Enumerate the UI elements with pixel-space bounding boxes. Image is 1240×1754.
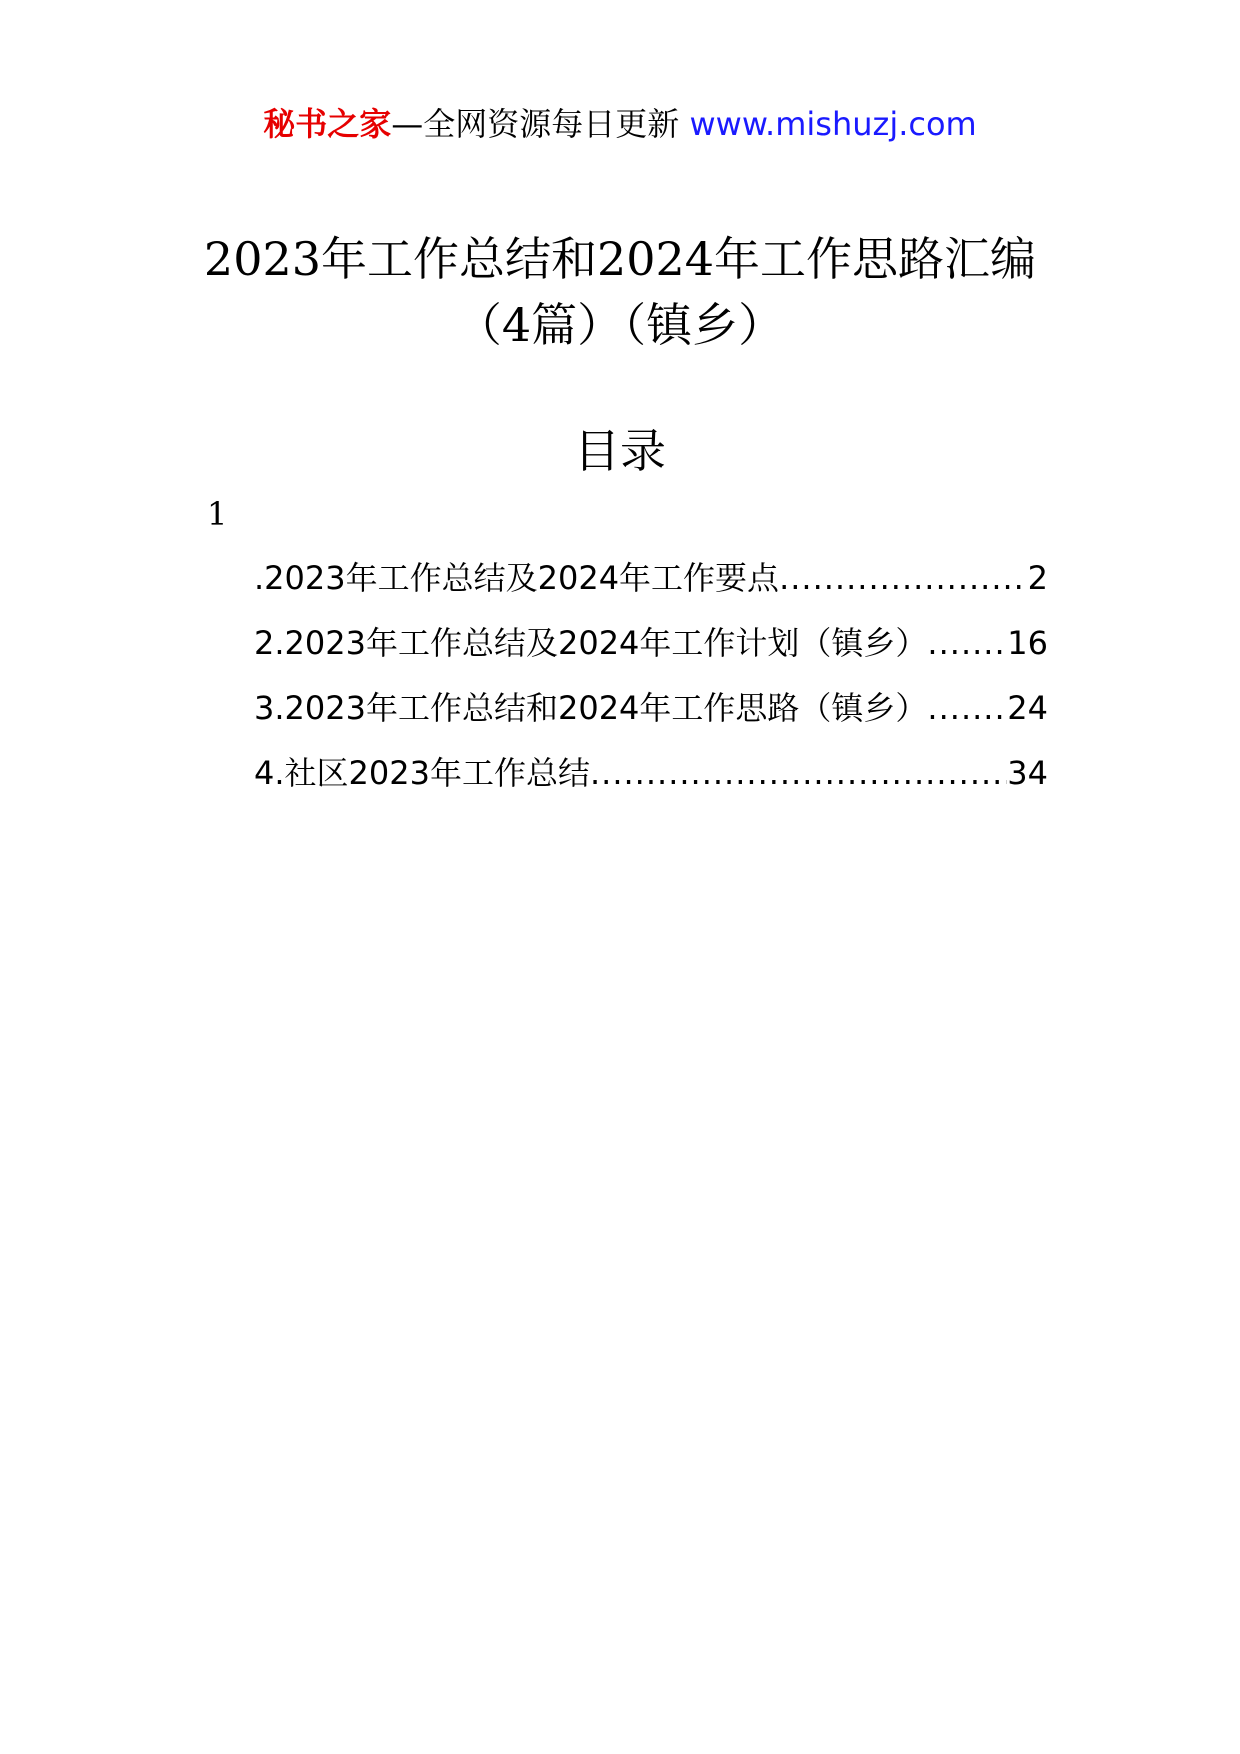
header-tagline: —全网资源每日更新 — [391, 105, 680, 143]
toc-entry-2[interactable] — [254, 619, 1048, 684]
toc-entry-title: 2.2023年工作总结及2024年工作计划（镇乡） — [254, 624, 928, 662]
title-line-2: （4篇）（镇乡） — [455, 298, 785, 352]
toc-entry-3[interactable] — [254, 684, 1048, 749]
table-of-contents — [254, 554, 1048, 814]
toc-entry-title: .2023年工作总结及2024年工作要点 — [254, 559, 780, 597]
title-line-1: 2023年工作总结和2024年工作思路汇编 — [203, 232, 1037, 286]
toc-page-number: 24 — [1007, 689, 1048, 727]
toc-dot-leader — [779, 554, 1028, 602]
site-url-link[interactable]: www.mishuzj.com — [689, 105, 977, 143]
toc-entry-1[interactable] — [254, 554, 1048, 619]
toc-entry-title: 4.社区2023年工作总结 — [254, 754, 590, 792]
toc-page-number: 34 — [1007, 754, 1048, 792]
site-header — [0, 98, 1240, 150]
toc-page-number: 2 — [1027, 559, 1048, 597]
brand-name: 秘书之家 — [263, 105, 392, 143]
toc-stray-number: 1 — [207, 495, 228, 533]
toc-dot-leader — [927, 684, 1007, 732]
toc-heading: 目录 — [574, 424, 666, 478]
toc-page-number: 16 — [1007, 624, 1048, 662]
toc-entry-4[interactable] — [254, 749, 1048, 814]
toc-entry-title: 3.2023年工作总结和2024年工作思路（镇乡） — [254, 689, 928, 727]
toc-dot-leader — [927, 619, 1007, 667]
toc-dot-leader — [590, 749, 1007, 797]
document-title — [0, 226, 1240, 358]
